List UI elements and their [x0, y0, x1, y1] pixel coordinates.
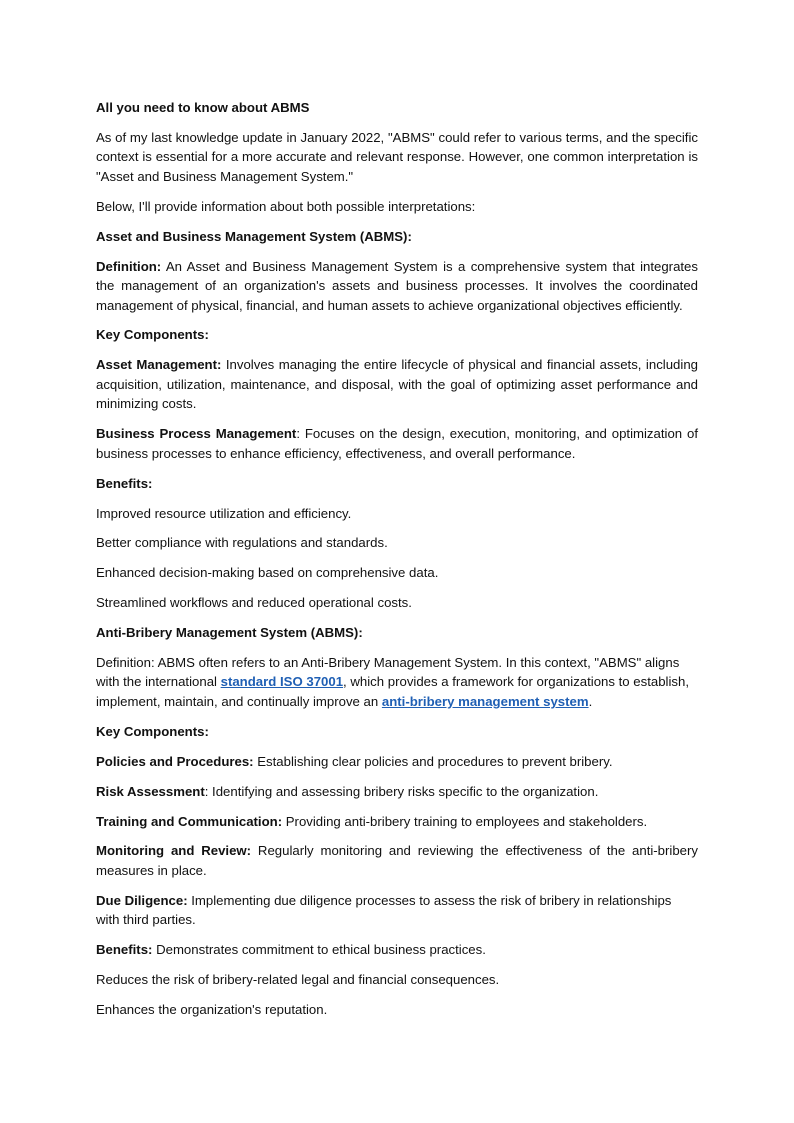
due-diligence-label: Due Diligence:	[96, 892, 188, 908]
training-label: Training and Communication:	[96, 813, 283, 829]
definition-text-part3: .	[588, 693, 593, 709]
definition-label: Definition:	[96, 258, 162, 274]
risk-label: Risk Assessment	[96, 783, 205, 799]
monitoring-paragraph	[96, 841, 698, 880]
risk-paragraph	[96, 782, 698, 802]
benefit-item: Enhances the organization's reputation.	[96, 1001, 328, 1017]
due-diligence-text: Implementing due diligence processes to assess the risk of bribery in relationships with third parties.	[96, 892, 672, 928]
key-components-heading: Key Components:	[96, 723, 209, 739]
benefits-paragraph	[96, 940, 698, 960]
key-components-heading: Key Components:	[96, 327, 209, 343]
training-paragraph	[96, 812, 698, 832]
section-heading-asset: Asset and Business Management System (ABMS):	[96, 228, 412, 244]
policies-label: Policies and Procedures:	[96, 753, 254, 769]
monitoring-label: Monitoring and Review:	[96, 843, 252, 859]
asset-management-paragraph	[96, 355, 698, 414]
definition-text-part2: , which provides a framework for organizations to establish, implement, maintain, and continually improve an	[96, 674, 690, 709]
benefit-item: Reduces the risk of bribery-related legal and financial consequences.	[96, 972, 500, 988]
definition-text: An Asset and Business Management System is a comprehensive system that integrates the management of an organization's assets and business processes. It involves the coordinated management of physical, financial, and human assets to achieve organizational objectives efficiently.	[96, 258, 698, 313]
section-heading-anti-bribery: Anti-Bribery Management System (ABMS):	[96, 625, 363, 641]
risk-text: : Identifying and assessing bribery risks specific to the organization.	[204, 783, 599, 799]
bpm-label: Business Process Management	[96, 426, 297, 442]
policies-paragraph	[96, 752, 698, 772]
benefit-item: Enhanced decision-making based on comprehensive data.	[96, 565, 439, 581]
asset-management-text: Involves managing the entire lifecycle of physical and financial assets, including acquisition, utilization, maintenance, and disposal, with the goal of optimizing asset performance and minimizing costs.	[96, 357, 698, 412]
anti-bribery-system-link[interactable]: anti-bribery management system	[381, 693, 589, 709]
asset-management-label: Asset Management:	[96, 357, 222, 373]
interpretations-paragraph: Below, I'll provide information about both possible interpretations:	[96, 198, 476, 214]
benefits-heading: Benefits:	[96, 475, 153, 491]
benefits-label: Benefits:	[96, 942, 153, 958]
bpm-paragraph	[96, 424, 698, 463]
intro-paragraph: As of my last knowledge update in January 2022, "ABMS" could refer to various terms, and the specific context is essential for a more accurate and relevant response. However, one common interpretation is "Asset and Business Management System."	[96, 129, 698, 184]
benefit-item: Streamlined workflows and reduced operational costs.	[96, 595, 412, 611]
monitoring-text: Regularly monitoring and reviewing the effectiveness of the anti-bribery measures in place.	[96, 843, 698, 878]
benefit-item: Better compliance with regulations and standards.	[96, 535, 388, 551]
benefits-text: Demonstrates commitment to ethical business practices.	[152, 942, 486, 958]
iso-37001-link[interactable]: standard ISO 37001	[220, 674, 344, 690]
document-title: All you need to know about ABMS	[96, 100, 310, 115]
bpm-text: : Focuses on the design, execution, monitoring, and optimization of business processes to enhance efficiency, effectiveness, and overall performance.	[96, 426, 698, 461]
anti-bribery-definition-paragraph	[96, 653, 698, 712]
definition-text-part1: Definition: ABMS often refers to an Anti-Bribery Management System. In this context, "ABMS" aligns with the international	[96, 654, 680, 690]
document-page	[96, 98, 698, 1030]
training-text: Providing anti-bribery training to employees and stakeholders.	[282, 813, 648, 829]
due-diligence-paragraph	[96, 891, 698, 930]
policies-text: Establishing clear policies and procedures to prevent bribery.	[253, 753, 613, 769]
asset-definition-paragraph	[96, 257, 698, 316]
benefit-item: Improved resource utilization and efficiency.	[96, 505, 352, 521]
